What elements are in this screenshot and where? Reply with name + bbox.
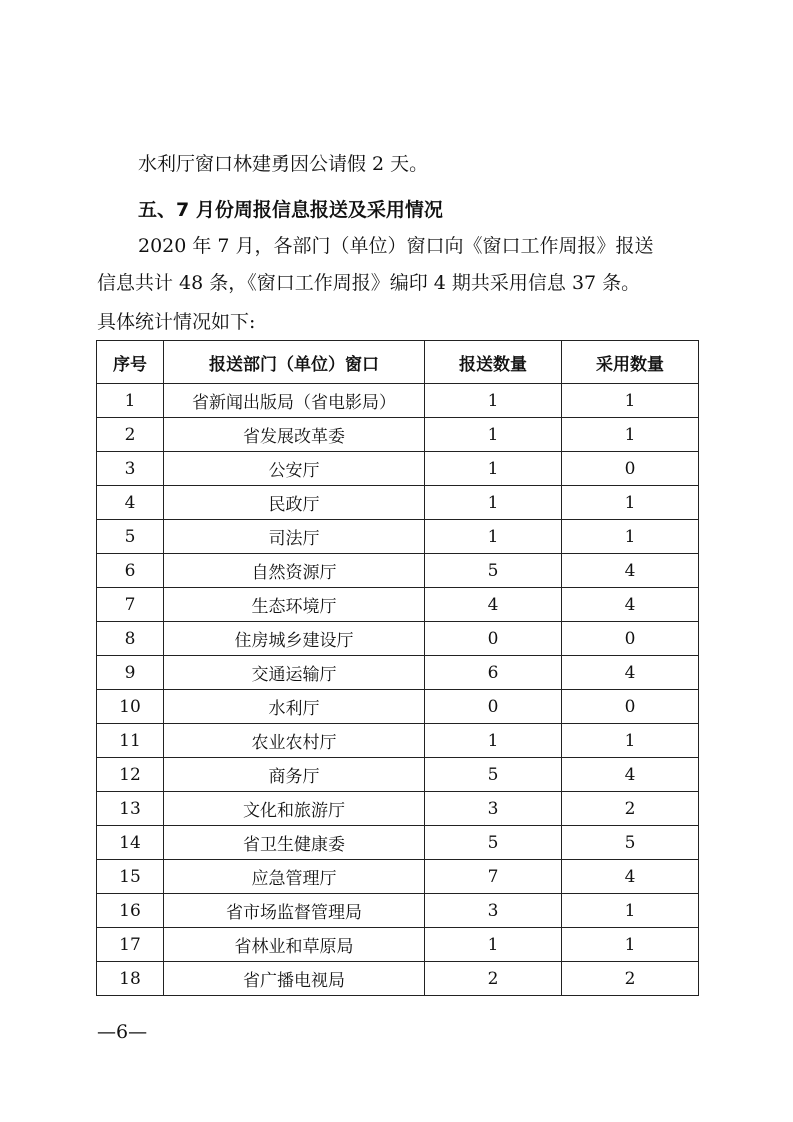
cell-adopted-count: 1 xyxy=(562,724,699,758)
header-adopted-count: 采用数量 xyxy=(562,341,699,384)
statistics-table xyxy=(96,340,699,996)
cell-submitted-count: 2 xyxy=(425,962,562,996)
table-row xyxy=(97,894,699,928)
cell-serial-number: 15 xyxy=(97,860,164,894)
cell-adopted-count: 2 xyxy=(562,792,699,826)
cell-adopted-count: 4 xyxy=(562,554,699,588)
cell-serial-number: 6 xyxy=(97,554,164,588)
cell-submitted-count: 1 xyxy=(425,486,562,520)
cell-adopted-count: 4 xyxy=(562,860,699,894)
cell-serial-number: 17 xyxy=(97,928,164,962)
cell-serial-number: 11 xyxy=(97,724,164,758)
cell-serial-number: 3 xyxy=(97,452,164,486)
cell-department: 省林业和草原局 xyxy=(164,928,425,962)
cell-department: 省广播电视局 xyxy=(164,962,425,996)
cell-adopted-count: 4 xyxy=(562,758,699,792)
cell-department: 农业农村厅 xyxy=(164,724,425,758)
cell-serial-number: 7 xyxy=(97,588,164,622)
cell-department: 民政厅 xyxy=(164,486,425,520)
table-header-row xyxy=(97,341,699,384)
cell-department: 省新闻出版局（省电影局） xyxy=(164,384,425,418)
header-serial-number: 序号 xyxy=(97,341,164,384)
table-row xyxy=(97,826,699,860)
table-row xyxy=(97,554,699,588)
table-row xyxy=(97,724,699,758)
table-row xyxy=(97,486,699,520)
cell-submitted-count: 1 xyxy=(425,724,562,758)
cell-department: 生态环境厅 xyxy=(164,588,425,622)
cell-submitted-count: 1 xyxy=(425,384,562,418)
section-heading: 五、7 月份周报信息报送及采用情况 xyxy=(138,199,443,221)
table-row xyxy=(97,520,699,554)
cell-adopted-count: 1 xyxy=(562,520,699,554)
cell-department: 文化和旅游厅 xyxy=(164,792,425,826)
leave-note: 水利厅窗口林建勇因公请假 2 天。 xyxy=(138,153,429,175)
table-row xyxy=(97,792,699,826)
cell-serial-number: 16 xyxy=(97,894,164,928)
cell-serial-number: 14 xyxy=(97,826,164,860)
cell-serial-number: 8 xyxy=(97,622,164,656)
cell-submitted-count: 6 xyxy=(425,656,562,690)
cell-adopted-count: 1 xyxy=(562,928,699,962)
cell-adopted-count: 1 xyxy=(562,486,699,520)
cell-submitted-count: 4 xyxy=(425,588,562,622)
table-body xyxy=(97,384,699,996)
table-row xyxy=(97,588,699,622)
cell-adopted-count: 4 xyxy=(562,588,699,622)
cell-department: 省发展改革委 xyxy=(164,418,425,452)
cell-adopted-count: 0 xyxy=(562,452,699,486)
table-row xyxy=(97,656,699,690)
cell-serial-number: 18 xyxy=(97,962,164,996)
cell-serial-number: 10 xyxy=(97,690,164,724)
cell-serial-number: 12 xyxy=(97,758,164,792)
cell-department: 应急管理厅 xyxy=(164,860,425,894)
table-row xyxy=(97,690,699,724)
cell-submitted-count: 0 xyxy=(425,622,562,656)
cell-serial-number: 4 xyxy=(97,486,164,520)
cell-submitted-count: 0 xyxy=(425,690,562,724)
cell-submitted-count: 7 xyxy=(425,860,562,894)
table-row xyxy=(97,758,699,792)
cell-submitted-count: 5 xyxy=(425,758,562,792)
cell-submitted-count: 1 xyxy=(425,452,562,486)
cell-submitted-count: 3 xyxy=(425,792,562,826)
cell-adopted-count: 4 xyxy=(562,656,699,690)
cell-adopted-count: 0 xyxy=(562,690,699,724)
cell-adopted-count: 5 xyxy=(562,826,699,860)
cell-serial-number: 1 xyxy=(97,384,164,418)
cell-department: 公安厅 xyxy=(164,452,425,486)
cell-department: 自然资源厅 xyxy=(164,554,425,588)
cell-adopted-count: 0 xyxy=(562,622,699,656)
cell-submitted-count: 5 xyxy=(425,826,562,860)
cell-department: 水利厅 xyxy=(164,690,425,724)
header-department: 报送部门（单位）窗口 xyxy=(164,341,425,384)
cell-serial-number: 13 xyxy=(97,792,164,826)
cell-department: 省卫生健康委 xyxy=(164,826,425,860)
cell-department: 商务厅 xyxy=(164,758,425,792)
cell-submitted-count: 1 xyxy=(425,418,562,452)
cell-submitted-count: 5 xyxy=(425,554,562,588)
cell-adopted-count: 1 xyxy=(562,418,699,452)
body-text-line-1: 2020 年 7 月，各部门（单位）窗口向《窗口工作周报》报送 xyxy=(138,235,654,257)
cell-submitted-count: 3 xyxy=(425,894,562,928)
table-row xyxy=(97,384,699,418)
page-number: —6— xyxy=(97,1021,148,1043)
table-row xyxy=(97,962,699,996)
cell-serial-number: 9 xyxy=(97,656,164,690)
cell-adopted-count: 1 xyxy=(562,384,699,418)
cell-department: 住房城乡建设厅 xyxy=(164,622,425,656)
cell-department: 交通运输厅 xyxy=(164,656,425,690)
cell-submitted-count: 1 xyxy=(425,520,562,554)
table-row xyxy=(97,452,699,486)
body-text-line-2: 信息共计 48 条，《窗口工作周报》编印 4 期共采用信息 37 条。 xyxy=(97,272,641,294)
header-submitted-count: 报送数量 xyxy=(425,341,562,384)
cell-serial-number: 2 xyxy=(97,418,164,452)
body-text-line-3: 具体统计情况如下: xyxy=(97,311,256,333)
table-row xyxy=(97,418,699,452)
cell-submitted-count: 1 xyxy=(425,928,562,962)
cell-adopted-count: 2 xyxy=(562,962,699,996)
table-row xyxy=(97,928,699,962)
table-row xyxy=(97,622,699,656)
cell-department: 司法厅 xyxy=(164,520,425,554)
cell-serial-number: 5 xyxy=(97,520,164,554)
table-row xyxy=(97,860,699,894)
cell-adopted-count: 1 xyxy=(562,894,699,928)
cell-department: 省市场监督管理局 xyxy=(164,894,425,928)
